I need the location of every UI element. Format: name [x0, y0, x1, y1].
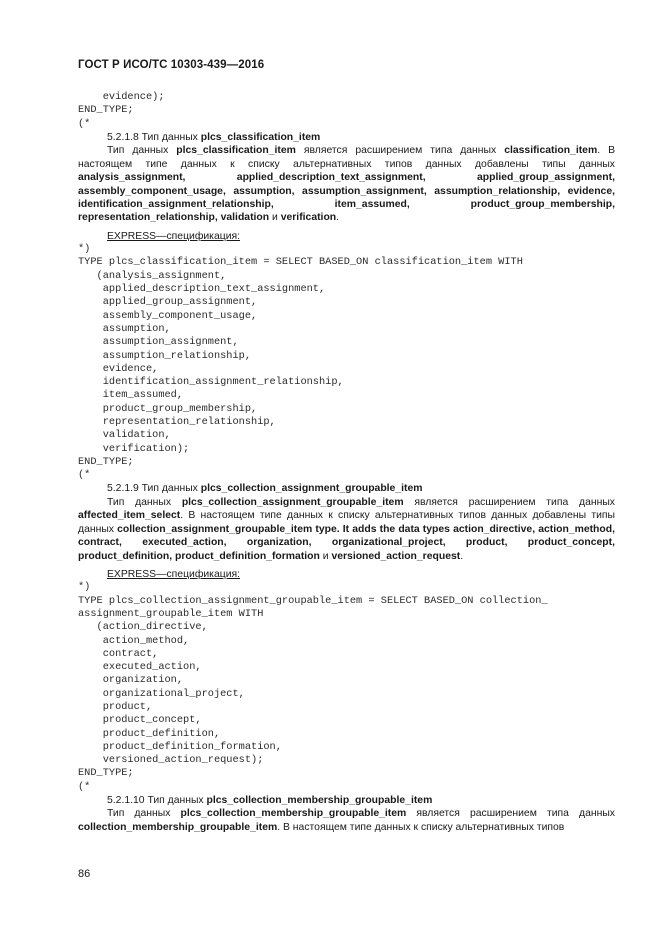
- heading-number: 5.2.1.9 Тип данных: [107, 483, 201, 495]
- text-run: Тип данных: [107, 496, 182, 508]
- heading-number: 5.2.1.10 Тип данных: [107, 795, 207, 807]
- text-run: . В настоящем типе данных к списку альтернативных типов: [277, 821, 565, 833]
- heading-type-name: plcs_collection_assignment_groupable_item: [200, 483, 423, 495]
- text-run: является расширением типа данных: [295, 145, 505, 157]
- express-spec-label: EXPRESS—спецификация:: [107, 230, 241, 242]
- type-list: collection_assignment_groupable_item type. It adds the data types action_directive, action_method, contract, executed_action, organization, organizational_project, product, product_concept, product_definition, product_definition_formation: [78, 523, 615, 562]
- type-name: verification: [280, 212, 337, 224]
- page-header: ГОСТ Р ИСО/ТС 10303-439—2016: [78, 59, 265, 71]
- section-heading-5-2-1-8: [78, 131, 615, 144]
- heading-type-name: plcs_classification_item: [200, 131, 321, 143]
- page-content: [78, 91, 615, 834]
- type-name: plcs_collection_assignment_groupable_item: [181, 496, 404, 508]
- section-heading-5-2-1-10: [78, 794, 615, 807]
- code-block-continued: evidence); END_TYPE; (*: [78, 91, 165, 130]
- text-run: является расширением типа данных: [406, 808, 615, 820]
- text-run: . В настоящем типе данных к списку альтернативных типов данных добавлены типы данных: [78, 510, 615, 535]
- type-name: plcs_collection_membership_groupable_item: [180, 808, 407, 820]
- section-paragraph: [78, 144, 615, 224]
- text-run: является расширением типа данных: [403, 496, 615, 508]
- type-name: versioned_action_request: [331, 550, 461, 562]
- text-run: и: [269, 212, 281, 224]
- heading-type-name: plcs_collection_membership_groupable_item: [206, 795, 433, 807]
- heading-number: 5.2.1.8 Тип данных: [107, 131, 201, 143]
- section-heading-5-2-1-9: [78, 482, 615, 495]
- express-code-block: *) TYPE plcs_collection_assignment_groupable_item = SELECT BASED_ON collection_ assignment_groupable_item WITH (action_directive, action_method, contract, executed_action, organization, organizational_project, product, product_concept, product_definition, product_definition_formation, versioned_action_request); END_TYPE; (*: [78, 581, 548, 793]
- type-name: collection_membership_groupable_item: [78, 821, 278, 833]
- type-name: classification_item: [504, 145, 598, 157]
- text-run: .: [336, 212, 340, 224]
- text-run: Тип данных: [107, 808, 181, 820]
- text-run: Тип данных: [107, 145, 177, 157]
- text-run: и: [319, 550, 332, 562]
- type-name: plcs_classification_item: [176, 145, 296, 157]
- section-paragraph: [78, 496, 615, 563]
- express-spec-label: EXPRESS—спецификация:: [107, 568, 241, 580]
- type-list: analysis_assignment, applied_description_text_assignment, applied_group_assignment, assembly_component_usage, assumption, assumption_assignment, assumption_relationship, evidence, identification_assignment_relationship, item_assumed, product_group_membership, representation_relationship, validation: [78, 172, 615, 224]
- section-paragraph: [78, 807, 615, 834]
- express-code-block: *) TYPE plcs_classification_item = SELECT BASED_ON classification_item WITH (analysis_assignment, applied_description_text_assignment, applied_group_assignment, assembly_component_usage, assumption, assumption_assignment, assumption_relationship, evidence, identification_assignment_relationship, item_assumed, product_group_membership, representation_relationship, validation, verification); END_TYPE; (*: [78, 243, 523, 482]
- type-name: affected_item_select: [78, 510, 181, 522]
- text-run: .: [460, 550, 464, 562]
- text-run: . В настоящем типе данных к списку альтернативных типов данных добавлены типы данных: [78, 145, 615, 170]
- page-number: 86: [78, 868, 91, 880]
